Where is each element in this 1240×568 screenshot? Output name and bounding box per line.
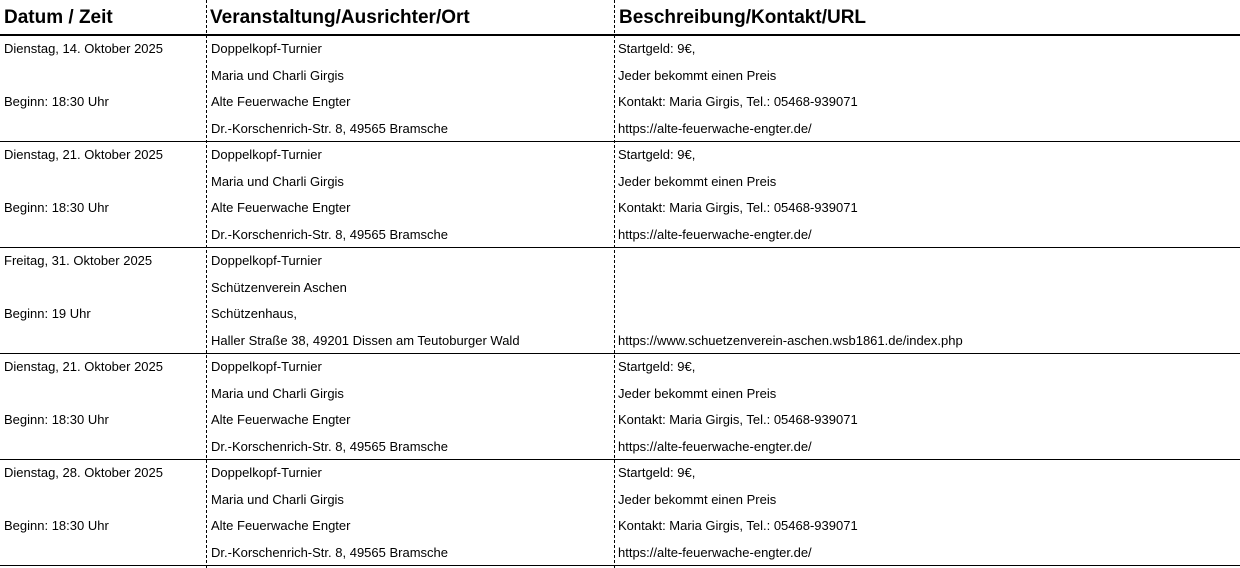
table-row (0, 460, 1240, 566)
event-title: Doppelkopf-Turnier (211, 253, 322, 268)
event-contact: Kontakt: Maria Girgis, Tel.: 05468-939071 (618, 200, 858, 215)
event-time: Beginn: 18:30 Uhr (4, 94, 109, 109)
event-time: Beginn: 18:30 Uhr (4, 200, 109, 215)
event-organizer: Maria und Charli Girgis (211, 67, 344, 83)
table-row (0, 142, 1240, 248)
event-fee: Startgeld: 9€, (618, 359, 696, 374)
event-url[interactable]: https://alte-feuerwache-engter.de/ (618, 226, 812, 242)
event-venue: Alte Feuerwache Engter (211, 412, 351, 427)
header-description: Beschreibung/Kontakt/URL (619, 7, 867, 28)
header-event: Veranstaltung/Ausrichter/Ort (210, 7, 470, 28)
event-address: Dr.-Korschenrich-Str. 8, 49565 Bramsche (211, 438, 448, 454)
event-date: Dienstag, 28. Oktober 2025 (4, 465, 163, 480)
table-row (0, 36, 1240, 142)
event-title: Doppelkopf-Turnier (211, 465, 322, 480)
event-venue: Alte Feuerwache Engter (211, 200, 351, 215)
event-title: Doppelkopf-Turnier (211, 359, 322, 374)
event-date: Dienstag, 21. Oktober 2025 (4, 147, 163, 162)
event-venue: Alte Feuerwache Engter (211, 94, 351, 109)
event-title: Doppelkopf-Turnier (211, 147, 322, 162)
event-fee: Startgeld: 9€, (618, 147, 696, 162)
event-fee: Startgeld: 9€, (618, 465, 696, 480)
event-time: Beginn: 18:30 Uhr (4, 412, 109, 427)
event-prize: Jeder bekommt einen Preis (618, 491, 777, 507)
event-contact: Kontakt: Maria Girgis, Tel.: 05468-939071 (618, 518, 858, 533)
event-url[interactable]: https://www.schuetzenverein-aschen.wsb1861.de/index.php (618, 332, 963, 348)
event-contact: Kontakt: Maria Girgis, Tel.: 05468-939071 (618, 94, 858, 109)
event-title: Doppelkopf-Turnier (211, 41, 322, 56)
event-organizer: Schützenverein Aschen (211, 279, 347, 295)
event-url[interactable]: https://alte-feuerwache-engter.de/ (618, 544, 812, 560)
event-address: Dr.-Korschenrich-Str. 8, 49565 Bramsche (211, 544, 448, 560)
event-venue: Alte Feuerwache Engter (211, 518, 351, 533)
event-address: Dr.-Korschenrich-Str. 8, 49565 Bramsche (211, 226, 448, 242)
event-prize: Jeder bekommt einen Preis (618, 173, 777, 189)
table-row (0, 354, 1240, 460)
event-time: Beginn: 18:30 Uhr (4, 518, 109, 533)
event-organizer: Maria und Charli Girgis (211, 173, 344, 189)
event-address: Dr.-Korschenrich-Str. 8, 49565 Bramsche (211, 120, 448, 136)
event-address: Haller Straße 38, 49201 Dissen am Teutoburger Wald (211, 332, 520, 348)
event-date: Dienstag, 21. Oktober 2025 (4, 359, 163, 374)
event-time: Beginn: 19 Uhr (4, 306, 91, 321)
event-date: Dienstag, 14. Oktober 2025 (4, 41, 163, 56)
event-contact: Kontakt: Maria Girgis, Tel.: 05468-939071 (618, 412, 858, 427)
event-date: Freitag, 31. Oktober 2025 (4, 253, 153, 268)
event-fee: Startgeld: 9€, (618, 41, 696, 56)
event-url[interactable]: https://alte-feuerwache-engter.de/ (618, 120, 812, 136)
event-url[interactable]: https://alte-feuerwache-engter.de/ (618, 438, 812, 454)
event-organizer: Maria und Charli Girgis (211, 491, 344, 507)
header-date-time: Datum / Zeit (4, 7, 113, 28)
table-header (0, 0, 1240, 36)
event-prize: Jeder bekommt einen Preis (618, 67, 777, 83)
event-venue: Schützenhaus, (211, 306, 298, 321)
table-row (0, 248, 1240, 354)
event-organizer: Maria und Charli Girgis (211, 385, 344, 401)
event-prize: Jeder bekommt einen Preis (618, 385, 777, 401)
